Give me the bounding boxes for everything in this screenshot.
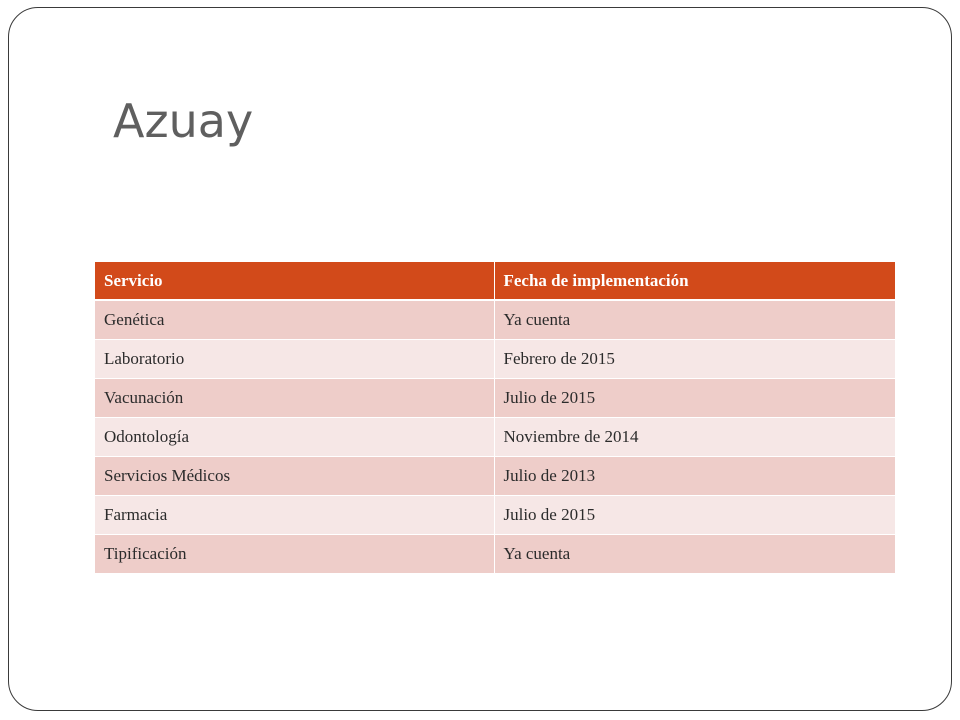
cell-servicio: Laboratorio — [95, 339, 494, 378]
cell-fecha: Ya cuenta — [494, 534, 895, 573]
table-row — [95, 456, 895, 495]
cell-servicio: Farmacia — [95, 495, 494, 534]
table-row — [95, 300, 895, 339]
column-header-servicio: Servicio — [95, 262, 494, 300]
table-header-row — [95, 262, 895, 300]
column-header-fecha: Fecha de implementación — [494, 262, 895, 300]
cell-fecha: Febrero de 2015 — [494, 339, 895, 378]
cell-servicio: Vacunación — [95, 378, 494, 417]
cell-fecha: Julio de 2015 — [494, 378, 895, 417]
table-row — [95, 417, 895, 456]
cell-servicio: Genética — [95, 300, 494, 339]
table-row — [95, 534, 895, 573]
cell-servicio: Servicios Médicos — [95, 456, 494, 495]
slide-title: Azuay — [113, 94, 254, 148]
table-row — [95, 339, 895, 378]
cell-fecha: Julio de 2015 — [494, 495, 895, 534]
cell-fecha: Ya cuenta — [494, 300, 895, 339]
cell-fecha: Noviembre de 2014 — [494, 417, 895, 456]
cell-servicio: Tipificación — [95, 534, 494, 573]
table-row — [95, 378, 895, 417]
table-row — [95, 495, 895, 534]
cell-fecha: Julio de 2013 — [494, 456, 895, 495]
services-table — [95, 262, 895, 573]
cell-servicio: Odontología — [95, 417, 494, 456]
